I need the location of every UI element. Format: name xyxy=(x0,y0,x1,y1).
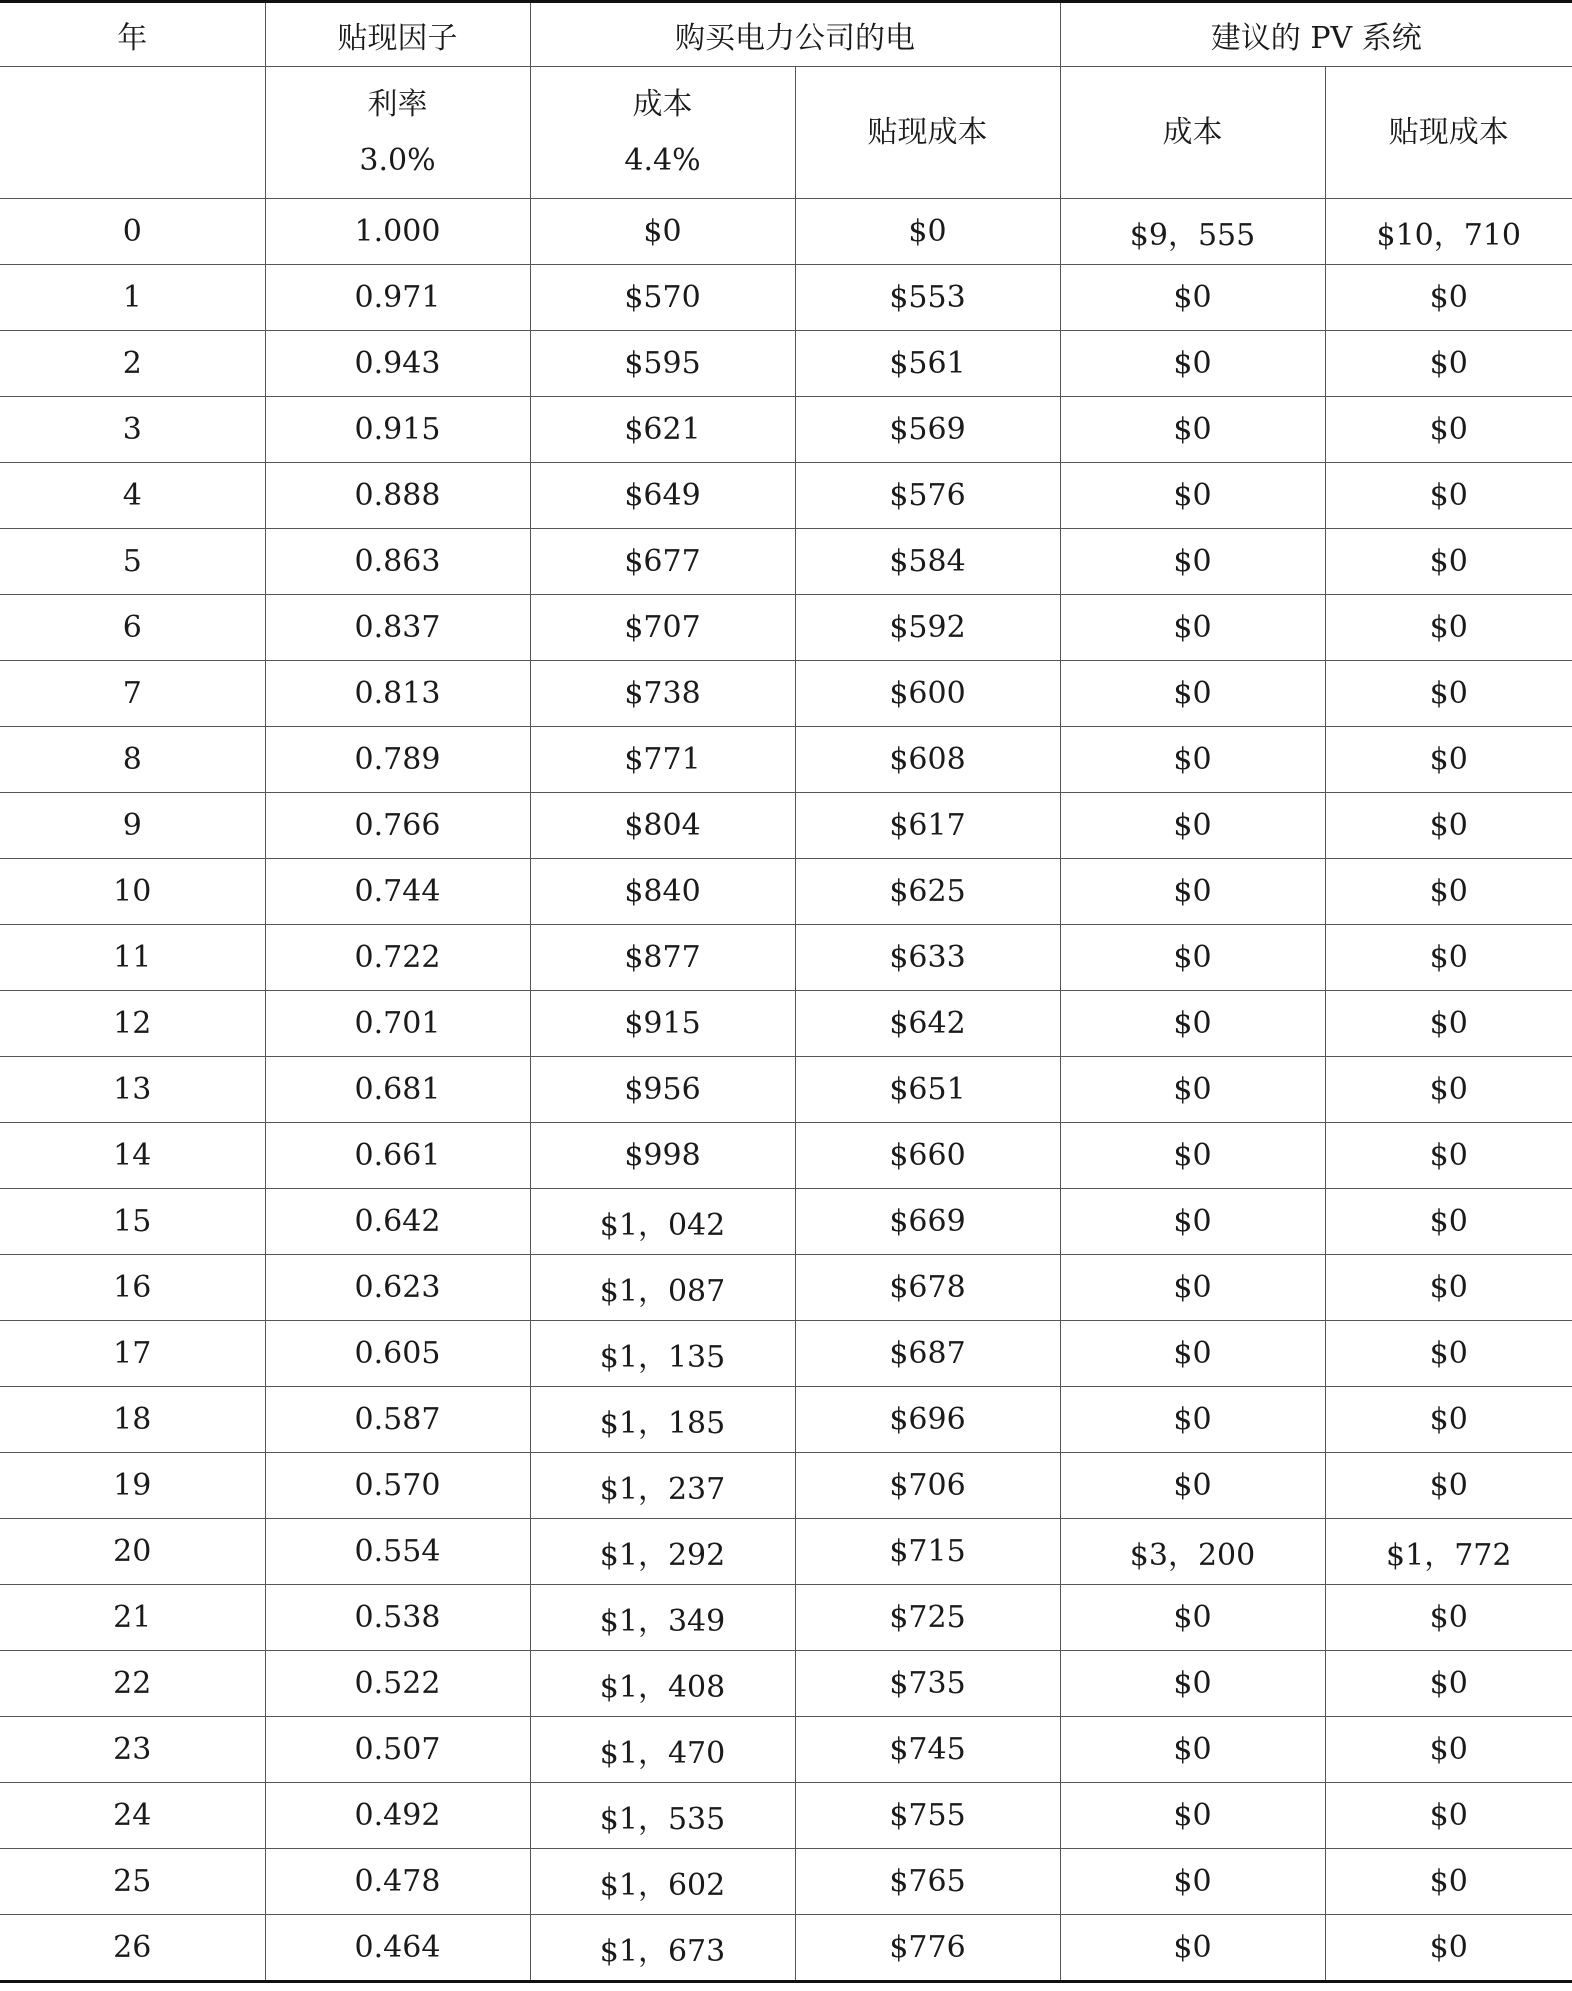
cell-utility-cost: $570 xyxy=(530,265,795,331)
cell-pv-discounted: $0 xyxy=(1325,1717,1572,1783)
cell-year: 3 xyxy=(0,397,265,463)
table-row xyxy=(0,661,1572,727)
cell-pv-cost: $0 xyxy=(1060,595,1325,661)
cell-utility-discounted: $755 xyxy=(795,1783,1060,1849)
cell-pv-discounted: $0 xyxy=(1325,1255,1572,1321)
cell-utility-cost: $1，470 xyxy=(530,1717,795,1783)
cell-pv-discounted: $0 xyxy=(1325,1321,1572,1387)
cell-year: 2 xyxy=(0,331,265,397)
cell-pv-discounted: $0 xyxy=(1325,463,1572,529)
table-row xyxy=(0,1387,1572,1453)
table-body xyxy=(0,199,1572,1982)
header-utility-group: 购买电力公司的电 xyxy=(530,2,1060,67)
cell-utility-cost: $840 xyxy=(530,859,795,925)
cell-pv-cost: $0 xyxy=(1060,1057,1325,1123)
table-row xyxy=(0,199,1572,265)
cell-year: 11 xyxy=(0,925,265,991)
cell-utility-cost: $1，237 xyxy=(530,1453,795,1519)
cell-factor: 0.587 xyxy=(265,1387,530,1453)
cell-year: 14 xyxy=(0,1123,265,1189)
header-year: 年 xyxy=(0,2,265,67)
table-row xyxy=(0,1915,1572,1982)
cell-year: 23 xyxy=(0,1717,265,1783)
cell-pv-discounted: $0 xyxy=(1325,595,1572,661)
cell-utility-discounted: $569 xyxy=(795,397,1060,463)
cell-factor: 0.863 xyxy=(265,529,530,595)
cell-factor: 0.915 xyxy=(265,397,530,463)
cell-pv-discounted: $0 xyxy=(1325,991,1572,1057)
table-row xyxy=(0,1519,1572,1585)
cell-utility-cost: $1，349 xyxy=(530,1585,795,1651)
table-row xyxy=(0,793,1572,859)
cell-utility-cost: $738 xyxy=(530,661,795,727)
cell-pv-discounted: $0 xyxy=(1325,859,1572,925)
cell-utility-cost: $595 xyxy=(530,331,795,397)
cell-factor: 0.554 xyxy=(265,1519,530,1585)
table-row xyxy=(0,1651,1572,1717)
cell-year: 21 xyxy=(0,1585,265,1651)
cell-pv-discounted: $0 xyxy=(1325,1849,1572,1915)
table-row xyxy=(0,1255,1572,1321)
table-row xyxy=(0,265,1572,331)
cell-pv-cost: $0 xyxy=(1060,1255,1325,1321)
cell-pv-discounted: $0 xyxy=(1325,1123,1572,1189)
cell-factor: 0.478 xyxy=(265,1849,530,1915)
header-year-empty xyxy=(0,67,265,199)
cell-pv-discounted: $1，772 xyxy=(1325,1519,1572,1585)
cell-year: 5 xyxy=(0,529,265,595)
cell-utility-cost: $1，535 xyxy=(530,1783,795,1849)
cell-utility-discounted: $776 xyxy=(795,1915,1060,1982)
cell-pv-discounted: $10，710 xyxy=(1325,199,1572,265)
header-rate-label: 利率 xyxy=(367,86,428,122)
header-utility-cost-label: 成本 xyxy=(632,86,693,122)
cell-utility-discounted: $625 xyxy=(795,859,1060,925)
cell-utility-discounted: $715 xyxy=(795,1519,1060,1585)
table-row xyxy=(0,1057,1572,1123)
cell-year: 9 xyxy=(0,793,265,859)
header-pv-discounted-cost: 贴现成本 xyxy=(1325,67,1572,199)
cell-utility-discounted: $600 xyxy=(795,661,1060,727)
cell-factor: 0.837 xyxy=(265,595,530,661)
cell-pv-discounted: $0 xyxy=(1325,1189,1572,1255)
cell-pv-discounted: $0 xyxy=(1325,397,1572,463)
cell-utility-discounted: $561 xyxy=(795,331,1060,397)
cell-pv-cost: $0 xyxy=(1060,1651,1325,1717)
cell-utility-discounted: $576 xyxy=(795,463,1060,529)
cell-year: 10 xyxy=(0,859,265,925)
cell-pv-discounted: $0 xyxy=(1325,331,1572,397)
cell-pv-discounted: $0 xyxy=(1325,1057,1572,1123)
cell-factor: 0.538 xyxy=(265,1585,530,1651)
cell-utility-cost: $1，292 xyxy=(530,1519,795,1585)
cell-pv-cost: $0 xyxy=(1060,1585,1325,1651)
cell-utility-discounted: $608 xyxy=(795,727,1060,793)
cell-utility-cost: $1，185 xyxy=(530,1387,795,1453)
cell-utility-discounted: $0 xyxy=(795,199,1060,265)
table-row xyxy=(0,1849,1572,1915)
cell-utility-discounted: $696 xyxy=(795,1387,1060,1453)
table-row xyxy=(0,1123,1572,1189)
table-row xyxy=(0,991,1572,1057)
cell-pv-discounted: $0 xyxy=(1325,727,1572,793)
cell-pv-cost: $0 xyxy=(1060,1387,1325,1453)
cell-pv-cost: $0 xyxy=(1060,925,1325,991)
cell-factor: 0.492 xyxy=(265,1783,530,1849)
cell-pv-cost: $0 xyxy=(1060,793,1325,859)
cell-factor: 0.701 xyxy=(265,991,530,1057)
cell-year: 15 xyxy=(0,1189,265,1255)
cell-factor: 0.813 xyxy=(265,661,530,727)
table-row xyxy=(0,1585,1572,1651)
header-utility-cost-cell xyxy=(530,67,795,199)
cell-pv-cost: $0 xyxy=(1060,1915,1325,1982)
cell-factor: 0.766 xyxy=(265,793,530,859)
cell-year: 8 xyxy=(0,727,265,793)
cell-utility-discounted: $617 xyxy=(795,793,1060,859)
cell-factor: 0.789 xyxy=(265,727,530,793)
cell-utility-discounted: $584 xyxy=(795,529,1060,595)
cell-pv-discounted: $0 xyxy=(1325,661,1572,727)
table-row xyxy=(0,397,1572,463)
cell-factor: 0.681 xyxy=(265,1057,530,1123)
cell-pv-cost: $0 xyxy=(1060,1123,1325,1189)
cell-pv-cost: $9，555 xyxy=(1060,199,1325,265)
cell-utility-cost: $707 xyxy=(530,595,795,661)
cell-pv-cost: $0 xyxy=(1060,1717,1325,1783)
header-rate-cell xyxy=(265,67,530,199)
cell-pv-cost: $0 xyxy=(1060,1453,1325,1519)
cell-utility-cost: $956 xyxy=(530,1057,795,1123)
cell-utility-cost: $804 xyxy=(530,793,795,859)
cell-pv-cost: $0 xyxy=(1060,463,1325,529)
cell-pv-discounted: $0 xyxy=(1325,1453,1572,1519)
cell-utility-discounted: $678 xyxy=(795,1255,1060,1321)
cell-factor: 0.943 xyxy=(265,331,530,397)
cell-pv-discounted: $0 xyxy=(1325,1651,1572,1717)
cell-factor: 0.642 xyxy=(265,1189,530,1255)
cell-factor: 0.722 xyxy=(265,925,530,991)
cell-factor: 0.570 xyxy=(265,1453,530,1519)
cell-pv-cost: $0 xyxy=(1060,1783,1325,1849)
cell-year: 20 xyxy=(0,1519,265,1585)
table-row xyxy=(0,1453,1572,1519)
cell-pv-cost: $0 xyxy=(1060,397,1325,463)
cell-pv-cost: $0 xyxy=(1060,1849,1325,1915)
cell-year: 4 xyxy=(0,463,265,529)
header-utility-cost-rate: 4.4% xyxy=(624,142,701,178)
cell-factor: 1.000 xyxy=(265,199,530,265)
cell-factor: 0.661 xyxy=(265,1123,530,1189)
cell-pv-cost: $0 xyxy=(1060,991,1325,1057)
cell-utility-discounted: $651 xyxy=(795,1057,1060,1123)
cell-factor: 0.744 xyxy=(265,859,530,925)
cell-utility-discounted: $687 xyxy=(795,1321,1060,1387)
cell-year: 26 xyxy=(0,1915,265,1982)
cell-pv-cost: $0 xyxy=(1060,727,1325,793)
cell-utility-cost: $877 xyxy=(530,925,795,991)
cell-factor: 0.507 xyxy=(265,1717,530,1783)
header-discount-factor: 贴现因子 xyxy=(265,2,530,67)
cell-utility-cost: $998 xyxy=(530,1123,795,1189)
cell-year: 6 xyxy=(0,595,265,661)
cell-pv-cost: $0 xyxy=(1060,661,1325,727)
cell-utility-cost: $0 xyxy=(530,199,795,265)
cell-pv-cost: $0 xyxy=(1060,1321,1325,1387)
header-pv-group: 建议的 PV 系统 xyxy=(1060,2,1572,67)
cell-factor: 0.623 xyxy=(265,1255,530,1321)
table-row xyxy=(0,925,1572,991)
cell-utility-cost: $621 xyxy=(530,397,795,463)
cell-factor: 0.605 xyxy=(265,1321,530,1387)
cell-year: 25 xyxy=(0,1849,265,1915)
cell-utility-discounted: $725 xyxy=(795,1585,1060,1651)
cell-utility-discounted: $669 xyxy=(795,1189,1060,1255)
cell-pv-discounted: $0 xyxy=(1325,265,1572,331)
table-row xyxy=(0,859,1572,925)
cell-year: 1 xyxy=(0,265,265,331)
cell-utility-discounted: $553 xyxy=(795,265,1060,331)
cell-pv-cost: $0 xyxy=(1060,1189,1325,1255)
header-utility-discounted-cost: 贴现成本 xyxy=(795,67,1060,199)
cell-utility-cost: $1，673 xyxy=(530,1915,795,1982)
cell-utility-cost: $1，408 xyxy=(530,1651,795,1717)
table-row xyxy=(0,595,1572,661)
cell-utility-discounted: $735 xyxy=(795,1651,1060,1717)
cell-utility-cost: $649 xyxy=(530,463,795,529)
table-row xyxy=(0,1717,1572,1783)
cell-utility-discounted: $592 xyxy=(795,595,1060,661)
cell-utility-cost: $1，042 xyxy=(530,1189,795,1255)
cell-pv-discounted: $0 xyxy=(1325,1783,1572,1849)
cell-utility-discounted: $765 xyxy=(795,1849,1060,1915)
cell-utility-discounted: $745 xyxy=(795,1717,1060,1783)
cell-year: 22 xyxy=(0,1651,265,1717)
cell-pv-discounted: $0 xyxy=(1325,925,1572,991)
header-rate-value: 3.0% xyxy=(359,142,436,178)
cell-utility-discounted: $706 xyxy=(795,1453,1060,1519)
table-row xyxy=(0,529,1572,595)
cell-factor: 0.464 xyxy=(265,1915,530,1982)
cell-pv-discounted: $0 xyxy=(1325,793,1572,859)
cell-year: 13 xyxy=(0,1057,265,1123)
cell-year: 12 xyxy=(0,991,265,1057)
cell-pv-cost: $0 xyxy=(1060,529,1325,595)
cell-year: 19 xyxy=(0,1453,265,1519)
cell-year: 16 xyxy=(0,1255,265,1321)
cell-utility-discounted: $642 xyxy=(795,991,1060,1057)
cell-year: 0 xyxy=(0,199,265,265)
cell-factor: 0.888 xyxy=(265,463,530,529)
cell-pv-cost: $0 xyxy=(1060,265,1325,331)
cell-factor: 0.971 xyxy=(265,265,530,331)
table-row xyxy=(0,727,1572,793)
header-row-2 xyxy=(0,67,1572,199)
cell-year: 24 xyxy=(0,1783,265,1849)
cell-utility-discounted: $633 xyxy=(795,925,1060,991)
cell-pv-discounted: $0 xyxy=(1325,1585,1572,1651)
cell-pv-discounted: $0 xyxy=(1325,1915,1572,1982)
cell-pv-discounted: $0 xyxy=(1325,1387,1572,1453)
cell-year: 18 xyxy=(0,1387,265,1453)
cell-pv-cost: $0 xyxy=(1060,331,1325,397)
cell-pv-cost: $0 xyxy=(1060,859,1325,925)
cell-utility-cost: $1，602 xyxy=(530,1849,795,1915)
cell-utility-cost: $771 xyxy=(530,727,795,793)
cell-utility-discounted: $660 xyxy=(795,1123,1060,1189)
table-row xyxy=(0,331,1572,397)
cell-utility-cost: $1，135 xyxy=(530,1321,795,1387)
cell-pv-cost: $3，200 xyxy=(1060,1519,1325,1585)
cell-utility-cost: $1，087 xyxy=(530,1255,795,1321)
table-row xyxy=(0,1189,1572,1255)
table-row xyxy=(0,1321,1572,1387)
cell-pv-discounted: $0 xyxy=(1325,529,1572,595)
cell-utility-cost: $915 xyxy=(530,991,795,1057)
cell-factor: 0.522 xyxy=(265,1651,530,1717)
header-pv-cost: 成本 xyxy=(1060,67,1325,199)
cell-year: 17 xyxy=(0,1321,265,1387)
header-row-1 xyxy=(0,2,1572,67)
cell-utility-cost: $677 xyxy=(530,529,795,595)
table-row xyxy=(0,1783,1572,1849)
cell-year: 7 xyxy=(0,661,265,727)
table-row xyxy=(0,463,1572,529)
